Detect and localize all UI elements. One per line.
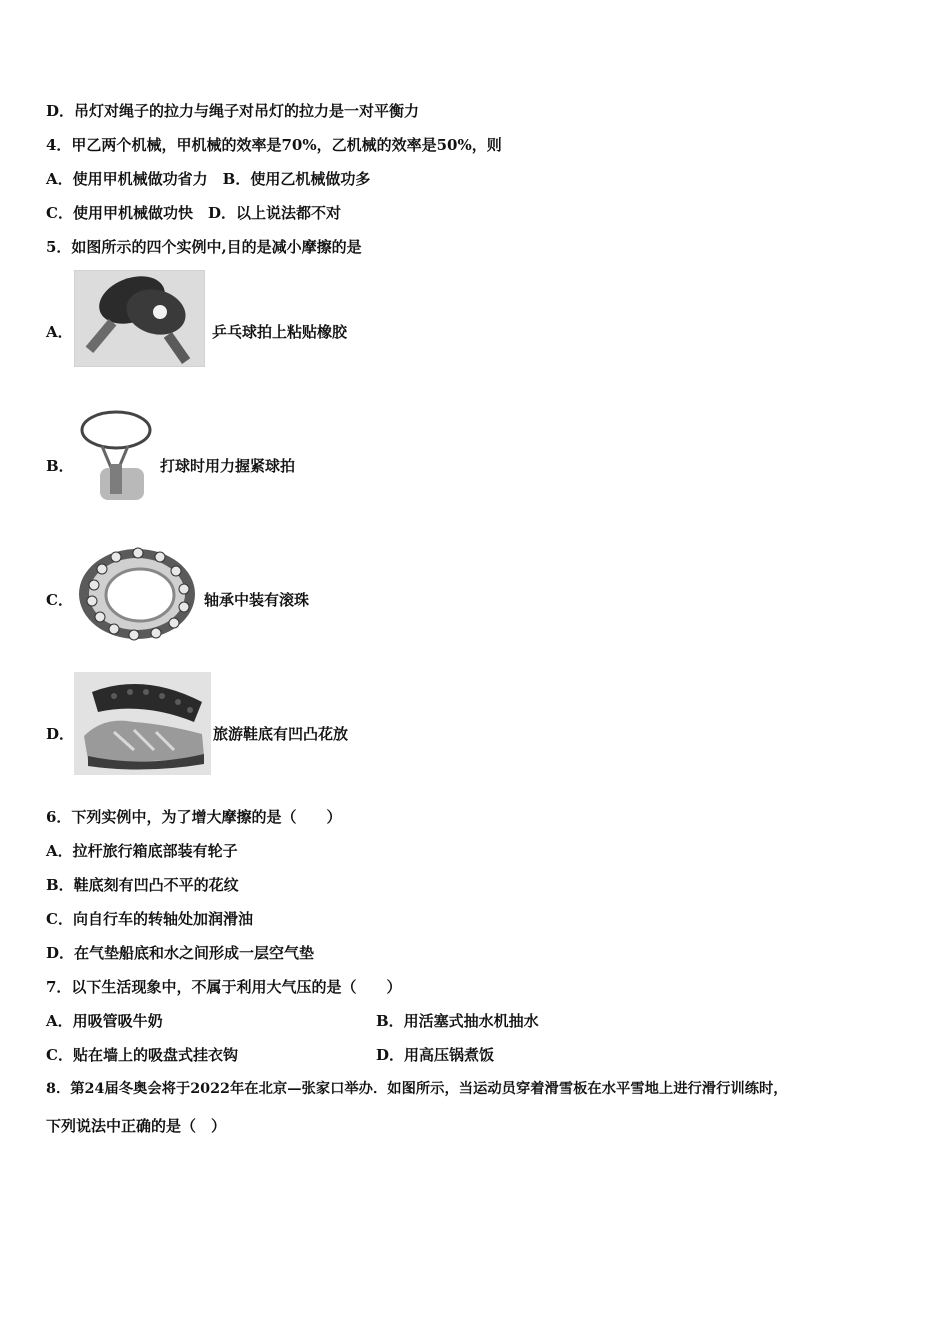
q6-option-b: B．鞋底刻有凹凸不平的花纹 <box>46 876 239 894</box>
q8-stem-line2: 下列说法中正确的是（ ） <box>46 1117 227 1135</box>
q5-option-b-caption: 打球时用力握紧球拍 <box>160 457 296 475</box>
q4-options-ab: A．使用甲机械做功省力 B．使用乙机械做功多 <box>46 170 371 188</box>
q4-options-cd: C．使用甲机械做功快 D．以上说法都不对 <box>46 204 341 222</box>
q5-option-c-caption: 轴承中装有滚珠 <box>204 591 310 609</box>
q4-stem: 4．甲乙两个机械，甲机械的效率是70%，乙机械的效率是50%，则 <box>46 136 502 154</box>
q7-option-d: D．用高压锅煮饭 <box>376 1046 495 1064</box>
q8-stem-line1: 8．第24届冬奥会将于2022年在北京—张家口举办．如图所示，当运动员穿着滑雪板在水平雪地上进行滑行训练时， <box>46 1081 788 1097</box>
q7-option-c: C．贴在墙上的吸盘式挂衣钩 <box>46 1046 238 1064</box>
ping-pong-paddle-icon <box>74 270 205 367</box>
q5-option-a-caption: 乒乓球拍上粘贴橡胶 <box>212 323 348 341</box>
q7-stem: 7．以下生活现象中，不属于利用大气压的是（ ） <box>46 978 402 996</box>
q5-option-d-caption: 旅游鞋底有凹凸花放 <box>213 725 349 743</box>
q6-stem: 6．下列实例中，为了增大摩擦的是（ ） <box>46 808 342 826</box>
q3-option-d: D．吊灯对绳子的拉力与绳子对吊灯的拉力是一对平衡力 <box>46 102 420 120</box>
q5-option-c-label: C． <box>46 591 73 609</box>
q6-option-a: A．拉杆旅行箱底部装有轮子 <box>46 842 238 860</box>
q6-option-d: D．在气垫船底和水之间形成一层空气垫 <box>46 944 315 962</box>
q5-option-b-label: B． <box>46 457 74 475</box>
ball-bearing-icon <box>74 545 200 643</box>
q6-option-c: C．向自行车的转轴处加润滑油 <box>46 910 253 928</box>
q7-option-b: B．用活塞式抽水机抽水 <box>376 1012 539 1030</box>
q7-option-a: A．用吸管吸牛奶 <box>46 1012 163 1030</box>
tennis-racket-icon <box>76 408 154 501</box>
q5-option-d-label: D． <box>46 725 75 743</box>
sneaker-icon <box>74 672 211 775</box>
q5-stem: 5．如图所示的四个实例中,目的是减小摩擦的是 <box>46 238 362 256</box>
q5-option-a-label: A． <box>46 323 73 341</box>
